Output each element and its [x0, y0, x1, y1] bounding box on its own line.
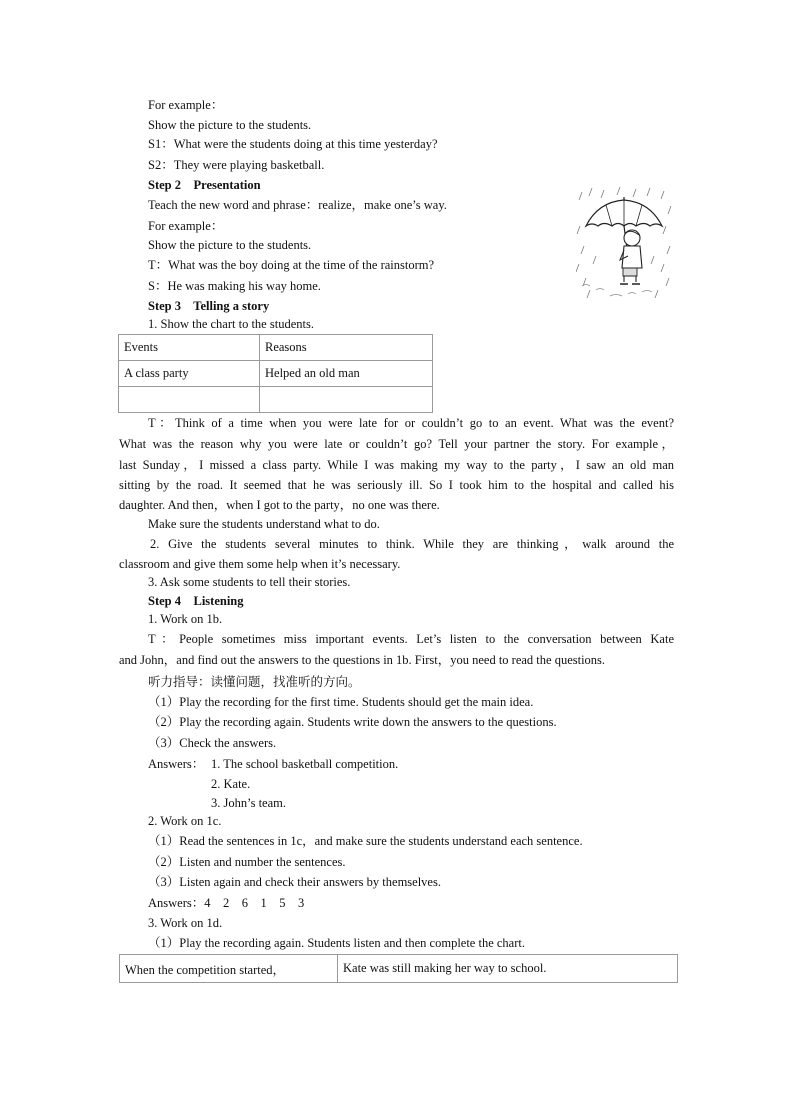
table-cell: [260, 387, 433, 413]
instruction-line: Make sure the students understand what to do.: [148, 517, 380, 531]
for-example-label: For example：: [148, 98, 224, 112]
instruction-line: 3. Work on 1d.: [148, 916, 223, 930]
procedure-line: （3）Listen again and check their answers by themselves.: [148, 875, 441, 889]
events-reasons-table: [118, 334, 433, 413]
step4-heading: Step 4 Listening: [148, 594, 244, 608]
paragraph-line: classroom and give them some help when it’s necessary.: [119, 557, 401, 571]
procedure-line: （2）Play the recording again. Students write down the answers to the questions.: [148, 715, 557, 729]
dialogue-line: S2：They were playing basketball.: [148, 158, 325, 172]
paragraph-line: 2. Give the students several minutes to think. While they are thinking，walk around the: [150, 537, 674, 551]
table-cell: When the competition started，: [120, 955, 338, 983]
answer-line: 1. The school basketball competition.: [211, 757, 399, 771]
procedure-line: （1）Read the sentences in 1c，and make sure the students understand each sentence.: [148, 834, 583, 848]
answer-line: 2. Kate.: [211, 777, 251, 791]
answers-label: Answers：: [148, 757, 205, 771]
dialogue-line: S1：What were the students doing at this time yesterday?: [148, 137, 438, 151]
table-row: [120, 955, 678, 983]
instruction-line: 1. Work on 1b.: [148, 612, 223, 626]
table-cell: Helped an old man: [260, 361, 433, 387]
table-row: [119, 387, 433, 413]
paragraph-line: T：Think of a time when you were late for or couldn’t go to an event. What was the event?: [148, 416, 674, 430]
answer-line: 3. John’s team.: [211, 796, 286, 810]
instruction-line: Teach the new word and phrase：realize，make one’s way.: [148, 198, 447, 212]
dialogue-line: T：What was the boy doing at the time of the rainstorm?: [148, 258, 435, 272]
instruction-line: 1. Show the chart to the students.: [148, 317, 314, 331]
procedure-line: （3）Check the answers.: [148, 736, 277, 750]
instruction-line: 2. Work on 1c.: [148, 814, 222, 828]
table-cell: [119, 387, 260, 413]
paragraph-line: daughter. And then，when I got to the party，no one was there.: [119, 498, 440, 512]
listening-guide: 听力指导：读懂问题，找准听的方向。: [148, 674, 361, 689]
procedure-line: （1）Play the recording again. Students listen and then complete the chart.: [148, 936, 525, 950]
table-row: [119, 361, 433, 387]
table-header-cell: Reasons: [260, 335, 433, 361]
answers-line: Answers：4 2 6 1 5 3: [148, 896, 305, 910]
step2-heading: Step 2 Presentation: [148, 178, 261, 192]
boy-with-umbrella-in-rain-illustration: [576, 186, 674, 302]
procedure-line: （1）Play the recording for the first time. Students should get the main idea.: [148, 695, 534, 709]
table-cell: A class party: [119, 361, 260, 387]
paragraph-line: T：People sometimes miss important events. Let’s listen to the conversation between Kate: [148, 632, 674, 646]
dialogue-line: S：He was making his way home.: [148, 279, 321, 293]
table-row: [119, 335, 433, 361]
table-header-cell: Events: [119, 335, 260, 361]
paragraph-line: What was the reason why you were late or couldn’t go? Tell your partner the story. For example，: [119, 437, 674, 451]
competition-chart-table: [119, 954, 678, 983]
paragraph-line: last Sunday，I missed a class party. While I was making my way to the party，I saw an old man: [119, 458, 674, 472]
instruction-line: 3. Ask some students to tell their stories.: [148, 575, 351, 589]
paragraph-line: and John，and find out the answers to the questions in 1b. First，you need to read the questions.: [119, 653, 606, 667]
table-cell: Kate was still making her way to school.: [338, 955, 678, 983]
instruction-line: Show the picture to the students.: [148, 238, 312, 252]
paragraph-line: sitting by the road. It seemed that he was seriously ill. So I took him to the hospital and called his: [119, 478, 674, 492]
step3-heading: Step 3 Telling a story: [148, 299, 270, 313]
procedure-line: （2）Listen and number the sentences.: [148, 855, 346, 869]
instruction-line: Show the picture to the students.: [148, 118, 312, 132]
for-example-label: For example：: [148, 219, 224, 233]
